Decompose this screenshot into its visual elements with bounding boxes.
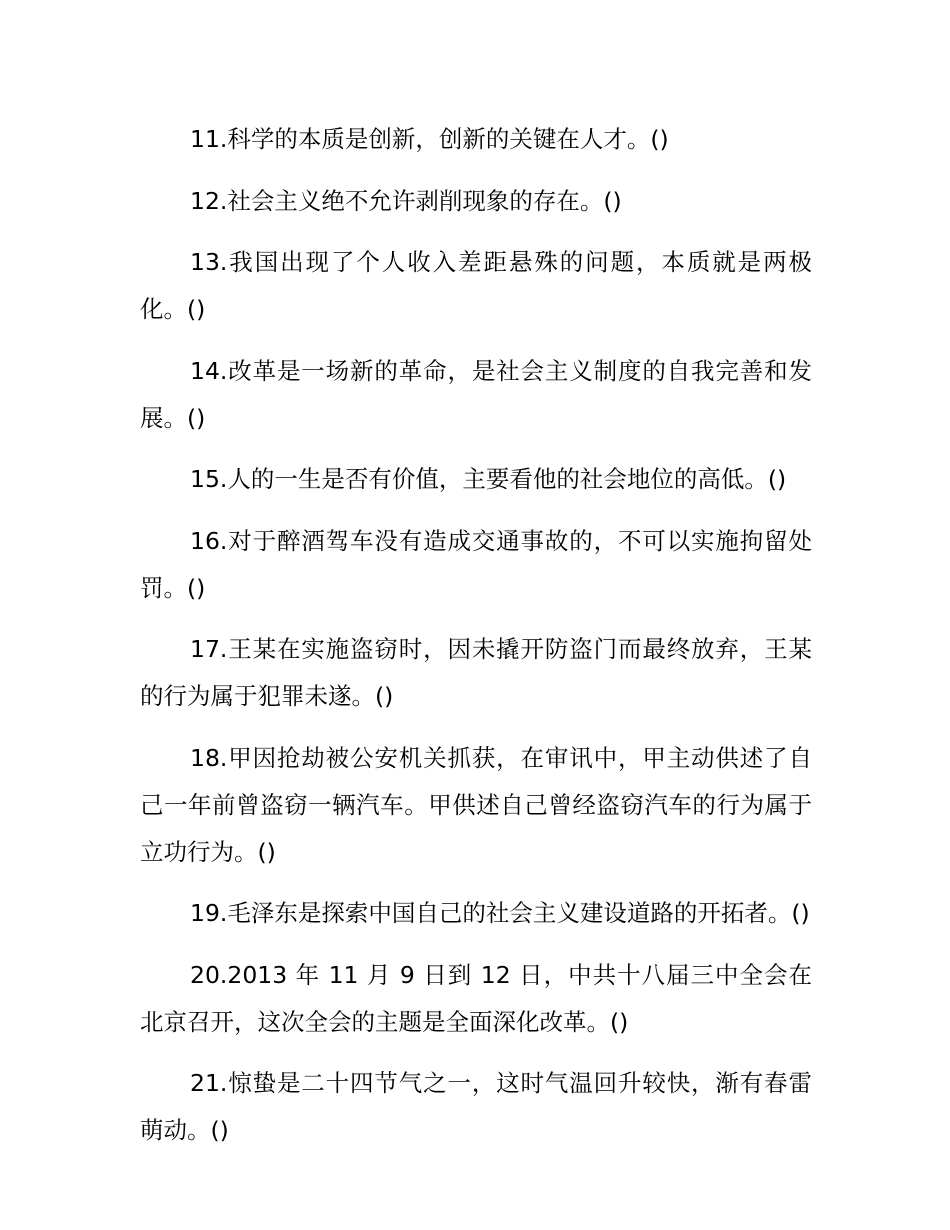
question-item: 13.我国出现了个人收入差距悬殊的问题，本质就是两极化。() <box>140 248 812 323</box>
question-item: 16.对于醉酒驾车没有造成交通事故的，不可以实施拘留处罚。() <box>140 526 812 602</box>
question-item: 11.科学的本质是创新，创新的关键在人才。() <box>190 125 669 153</box>
question-item: 21.惊蛰是二十四节气之一，这时气温回升较快，渐有春雷萌动。() <box>140 1069 812 1144</box>
question-item: 19.毛泽东是探索中国自己的社会主义建设道路的开拓者。() <box>190 899 810 927</box>
question-item: 18.甲因抢劫被公安机关抓获，在审讯中，甲主动供述了自己一年前曾盗窃一辆汽车。甲供述自己曾经盗窃汽车的行为属于立功行为。() <box>140 743 812 866</box>
question-item: 20.2013 年 11 月 9 日到 12 日，中共十八届三中全会在北京召开，这次全会的主题是全面深化改革。() <box>140 960 812 1036</box>
question-item: 15.人的一生是否有价值，主要看他的社会地位的高低。() <box>190 465 787 493</box>
question-item: 17.王某在实施盗窃时，因未撬开防盗门而最终放弃，王某的行为属于犯罪未遂。() <box>140 635 812 710</box>
question-list <box>140 116 812 1169</box>
question-item: 12.社会主义绝不允许剥削现象的存在。() <box>190 186 622 215</box>
question-item: 14.改革是一场新的革命，是社会主义制度的自我完善和发展。() <box>140 356 812 432</box>
